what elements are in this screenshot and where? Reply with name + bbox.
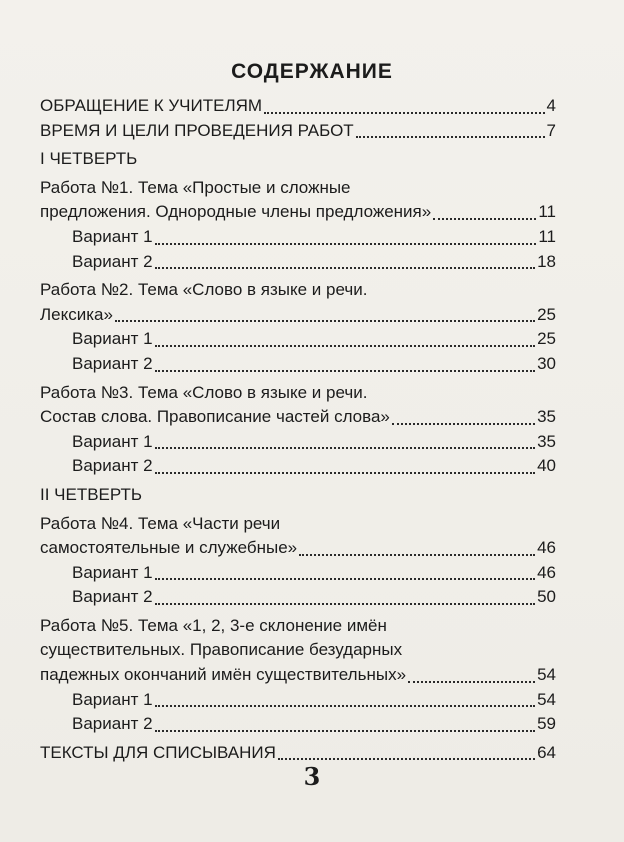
toc-entry-page: 25 xyxy=(537,329,556,349)
toc-leader-dots xyxy=(356,136,545,138)
toc-leader-dots xyxy=(155,472,536,474)
toc-entry-text: Вариант 2 xyxy=(72,714,153,734)
toc-entry xyxy=(40,250,556,275)
toc-entry xyxy=(40,303,556,328)
toc-entry xyxy=(40,512,556,537)
toc-entry-text: Вариант 2 xyxy=(72,587,153,607)
toc-entry xyxy=(40,614,556,639)
toc-entry-page: 25 xyxy=(537,304,556,324)
toc-entry-page: 54 xyxy=(537,665,556,685)
toc-leader-dots xyxy=(155,447,536,449)
toc-entry-page: 46 xyxy=(537,538,556,558)
toc-entry xyxy=(40,176,556,201)
toc-leader-dots xyxy=(115,320,535,322)
toc-entry-text: Вариант 2 xyxy=(72,251,153,271)
toc-entry xyxy=(40,585,556,610)
page-number: 3 xyxy=(303,762,321,791)
toc-leader-dots xyxy=(299,554,535,556)
toc-entry-text: самостоятельные и служебные» xyxy=(40,538,298,558)
toc-leader-dots xyxy=(155,578,536,580)
toc-entry xyxy=(40,119,556,144)
toc-entry xyxy=(40,688,556,713)
toc-entry-text: Вариант 1 xyxy=(72,431,153,451)
toc-entry-page: 11 xyxy=(538,202,556,222)
toc-entry-text: Вариант 1 xyxy=(72,689,153,709)
toc-entry-text: предложения. Однородные члены предложения» xyxy=(40,202,432,222)
toc-entry-text: Вариант 2 xyxy=(72,456,153,476)
toc-entry-page: 40 xyxy=(537,456,556,476)
toc-entry xyxy=(40,430,556,455)
toc-entry-text: Работа №3. Тема «Слово в языке и речи. xyxy=(40,382,368,402)
toc-entry-text: ОБРАЩЕНИЕ К УЧИТЕЛЯМ xyxy=(40,96,263,115)
toc-entry-text: Работа №1. Тема «Простые и сложные xyxy=(40,177,351,197)
toc-entry xyxy=(40,94,556,119)
toc-entry-page: 59 xyxy=(537,714,556,734)
toc-leader-dots xyxy=(278,758,535,760)
toc-entry-page: 4 xyxy=(546,96,556,115)
toc-entry-page: 64 xyxy=(537,742,556,762)
toc-entry-page: 11 xyxy=(538,226,556,246)
toc-entry xyxy=(40,561,556,586)
toc-entry-text: I ЧЕТВЕРТЬ xyxy=(40,149,138,169)
toc-entry xyxy=(40,200,556,225)
toc-entry-page: 18 xyxy=(537,251,556,271)
toc-entry-text: Работа №4. Тема «Части речи xyxy=(40,513,281,533)
toc-leader-dots xyxy=(155,243,537,245)
toc-entry xyxy=(40,147,556,172)
toc-entry xyxy=(40,278,556,303)
toc-entry-text: Работа №5. Тема «1, 2, 3-е склонение имён xyxy=(40,615,387,635)
toc-entry-text: Вариант 2 xyxy=(72,353,153,373)
toc-entry xyxy=(40,454,556,479)
toc-entry-text: Состав слова. Правописание частей слова» xyxy=(40,407,390,427)
toc-entry xyxy=(40,536,556,561)
toc-entry-text: Вариант 1 xyxy=(72,226,153,246)
toc-entry-text: падежных окончаний имён существительных» xyxy=(40,665,407,685)
toc-entry-page: 7 xyxy=(546,120,556,140)
toc-leader-dots xyxy=(155,730,536,732)
toc-entry-text: ВРЕМЯ И ЦЕЛИ ПРОВЕДЕНИЯ РАБОТ xyxy=(40,120,354,140)
toc-entry xyxy=(40,663,556,688)
toc-leader-dots xyxy=(155,345,536,347)
toc-leader-dots xyxy=(155,603,536,605)
toc-entry-text: Лексика» xyxy=(40,304,113,324)
toc-entry-page: 35 xyxy=(537,431,556,451)
toc-leader-dots xyxy=(155,705,536,707)
toc-leader-dots xyxy=(408,681,535,683)
toc-entry-page: 35 xyxy=(537,407,556,427)
toc-entry xyxy=(40,483,556,508)
toc-entry xyxy=(40,381,556,406)
toc-entry xyxy=(40,352,556,377)
toc-leader-dots xyxy=(155,370,536,372)
toc-entry-page: 54 xyxy=(537,689,556,709)
toc-entry-text: Вариант 1 xyxy=(72,329,153,349)
toc-entry-page: 46 xyxy=(537,562,556,582)
toc-entry-page: 30 xyxy=(537,353,556,373)
toc-entry-text: Работа №2. Тема «Слово в языке и речи. xyxy=(40,280,368,300)
toc-entry xyxy=(40,327,556,352)
toc-entry xyxy=(40,638,556,663)
page-title: СОДЕРЖАНИЕ xyxy=(231,60,393,83)
toc-entry xyxy=(40,712,556,737)
toc-entry-text: существительных. Правописание безударных xyxy=(40,640,403,660)
table-of-contents xyxy=(40,94,556,765)
toc-leader-dots xyxy=(392,423,535,425)
toc-entry-text: Вариант 1 xyxy=(72,562,153,582)
toc-entry-text: II ЧЕТВЕРТЬ xyxy=(40,484,143,504)
toc-entry xyxy=(40,225,556,250)
toc-entry-text: ТЕКСТЫ ДЛЯ СПИСЫВАНИЯ xyxy=(40,742,276,762)
toc-leader-dots xyxy=(264,112,544,114)
toc-entry-page: 50 xyxy=(537,587,556,607)
toc-leader-dots xyxy=(433,218,536,220)
toc-entry xyxy=(40,405,556,430)
toc-leader-dots xyxy=(155,267,536,269)
